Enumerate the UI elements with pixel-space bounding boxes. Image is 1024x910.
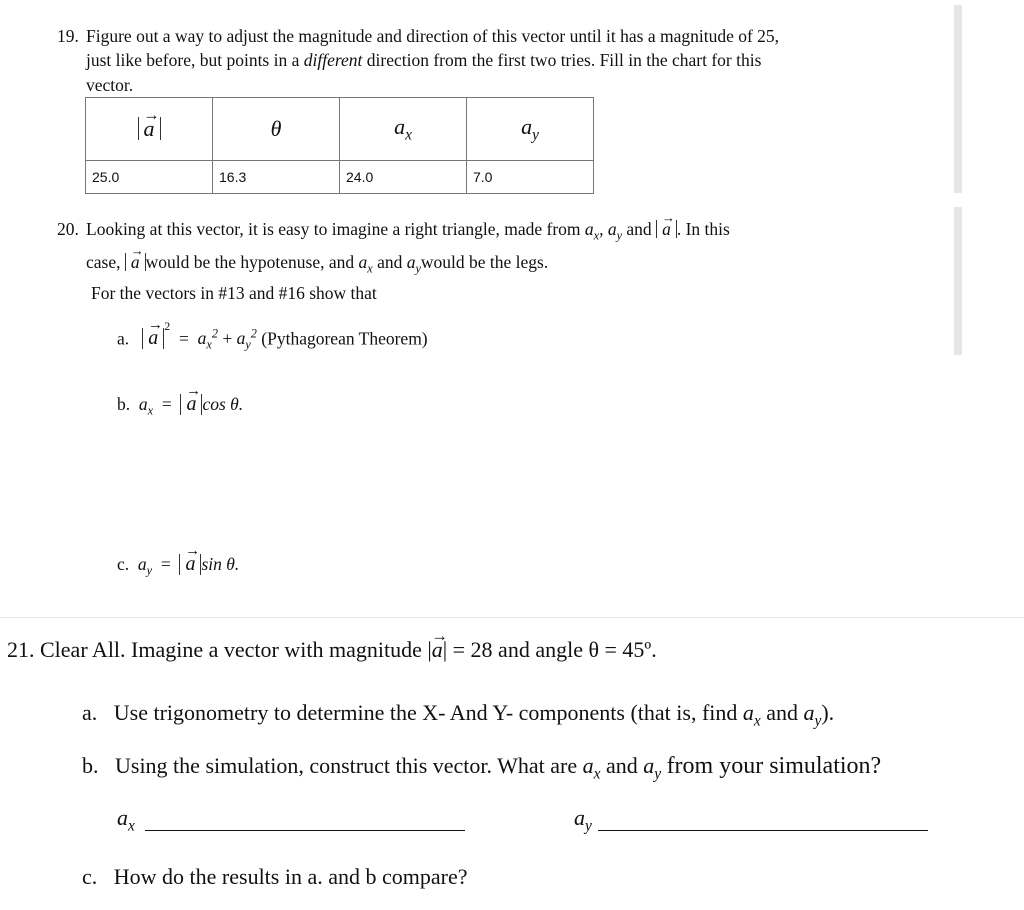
q21-heading: 21. Clear All. Imagine a vector with magnitude |→ a| = 28 and angle θ = 45º. [7, 637, 657, 663]
chart-header-row [86, 98, 594, 161]
header-theta: θ [213, 98, 340, 161]
scroll-track-upper[interactable] [954, 5, 962, 193]
q19-line3: vector. [86, 75, 134, 95]
q20-line2: case, → a would be the hypotenuse, and $a_x$ and $a_ywould$ be the legs. [86, 250, 548, 281]
header-ay: $a_y$ [467, 98, 594, 161]
header-magnitude: → a [86, 98, 213, 161]
cell-ax[interactable]: 24.0 [340, 161, 467, 194]
q21-item-b: b. Using the simulation, construct this vector. What are $a_x$ and $a_y$ from your simulation? [82, 753, 882, 783]
cell-magnitude[interactable]: 25.0 [86, 161, 213, 194]
q21-item-a: a. Use trigonometry to determine the X- And Y- components (that is, find $a_x$ and $a_y$). [82, 700, 835, 730]
q21-item-c: c. How do the results in a. and b compare? [82, 864, 468, 889]
ay-answer-blank[interactable] [598, 806, 928, 831]
chart-value-row [86, 161, 594, 194]
q20-item-b: b. $a_x$ = → a cos θ. [117, 392, 243, 423]
q20-number: 20. [57, 219, 79, 239]
ax-answer-blank[interactable] [145, 806, 465, 831]
q19-line2: just like before, but points in a different direction from the first two tries. Fill in the chart for this [86, 50, 762, 70]
q20-line3: For the vectors in #13 and #16 show that [91, 283, 377, 303]
cell-theta[interactable]: 16.3 [213, 161, 340, 194]
section-divider [0, 617, 1024, 618]
q20-item-c: c. $a_y$ = → a sin θ. [117, 552, 239, 583]
q20-item-a: a. → $a^2 = a_x^2 + a_y^2$ (Pythagorean Theorem) [117, 314, 428, 358]
scroll-track-lower[interactable] [954, 207, 962, 355]
ax-blank-label: $a_x$ [117, 805, 135, 835]
vector-chart-table [85, 97, 594, 194]
header-ax: $a_x$ [340, 98, 467, 161]
ay-blank-label: $a_y$ [574, 805, 592, 835]
q19-number: 19. [57, 26, 79, 46]
q19-line1: Figure out a way to adjust the magnitude and direction of this vector until it has a magnitude of 25, [86, 26, 780, 46]
q20-line1: Looking at this vector, it is easy to imagine a right triangle, made from $a_x$, $a_y$ and → a . In this [86, 217, 730, 248]
cell-ay[interactable]: 7.0 [467, 161, 594, 194]
